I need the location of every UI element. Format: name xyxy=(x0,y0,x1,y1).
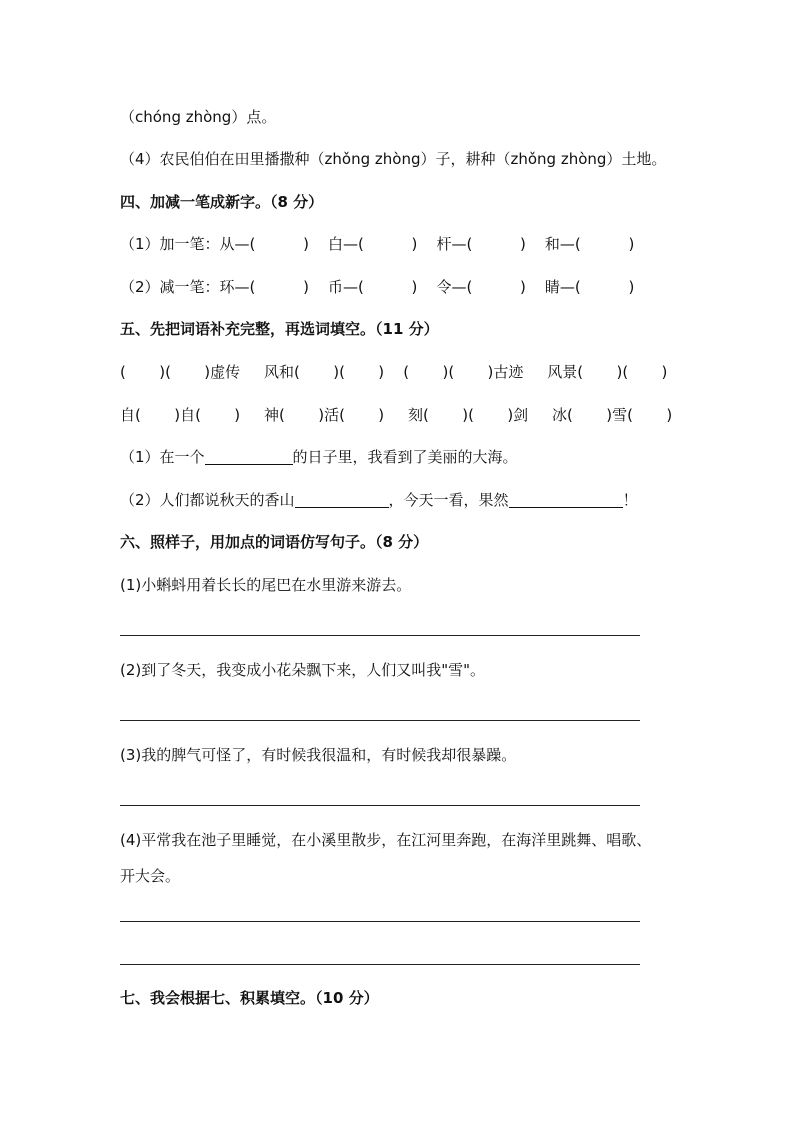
sentence-2: (2)到了冬天，我变成小花朵飘下来，人们又叫我"雪"。 xyxy=(120,661,486,679)
section-6-title: 六、照样子，用加点的词语仿写句子。（8 分） xyxy=(120,533,429,551)
q2-suffix: ！ xyxy=(622,491,638,509)
answer-line-4b[interactable] xyxy=(120,964,640,965)
section-5-question-2 xyxy=(120,490,638,510)
q2-middle: ，今天一看，果然 xyxy=(388,491,509,509)
sentence-3: (3)我的脾气可怪了，有时候我很温和，有时候我却很暴躁。 xyxy=(120,746,517,764)
q2-blank-1[interactable] xyxy=(295,491,389,508)
section-5-question-1 xyxy=(120,447,518,467)
answer-line-4a[interactable] xyxy=(120,921,640,922)
answer-line-1[interactable] xyxy=(120,635,640,636)
q1-prefix: （1）在一个 xyxy=(120,448,205,466)
sentence-4-part-1: (4)平常我在池子里睡觉，在小溪里散步，在江河里奔跑，在海洋里跳舞、唱歌、 xyxy=(120,831,652,849)
answer-line-2[interactable] xyxy=(120,720,640,721)
sentence-4-part-2: 开大会。 xyxy=(120,867,181,885)
line-question-4: （4）农民伯伯在田里播撒种（zhǒng zhòng）子，耕种（zhǒng zhòng）土地。 xyxy=(120,150,667,168)
section-7-title: 七、我会根据七、积累填空。（10 分） xyxy=(120,989,379,1007)
q2-blank-2[interactable] xyxy=(509,491,623,508)
section-5-title: 五、先把词语补充完整，再选词填空。（11 分） xyxy=(120,320,439,338)
section-4-title: 四、加减一笔成新字。（8 分） xyxy=(120,193,324,211)
section-5-words-row-1: ( )( )虚传 风和( )( ) ( )( )古迹 风景( )( ) xyxy=(120,363,668,381)
section-4-row-2: （2）减一笔：环—( ) 币—( ) 令—( ) 睛—( ) xyxy=(120,278,635,296)
q1-blank[interactable] xyxy=(205,448,293,465)
section-5-words-row-2: 自( )自( ) 神( )活( ) 刻( )( )剑 冰( )雪( ) xyxy=(120,406,673,424)
section-4-row-1: （1）加一笔：从—( ) 白—( ) 杆—( ) 和—( ) xyxy=(120,235,635,253)
answer-line-3[interactable] xyxy=(120,805,640,806)
q1-suffix: 的日子里，我看到了美丽的大海。 xyxy=(292,448,518,466)
line-pinyin-continued: （chóng zhòng）点。 xyxy=(120,108,277,126)
q2-prefix: （2）人们都说秋天的香山 xyxy=(120,491,295,509)
sentence-1: (1)小蝌蚪用着长长的尾巴在水里游来游去。 xyxy=(120,576,412,594)
